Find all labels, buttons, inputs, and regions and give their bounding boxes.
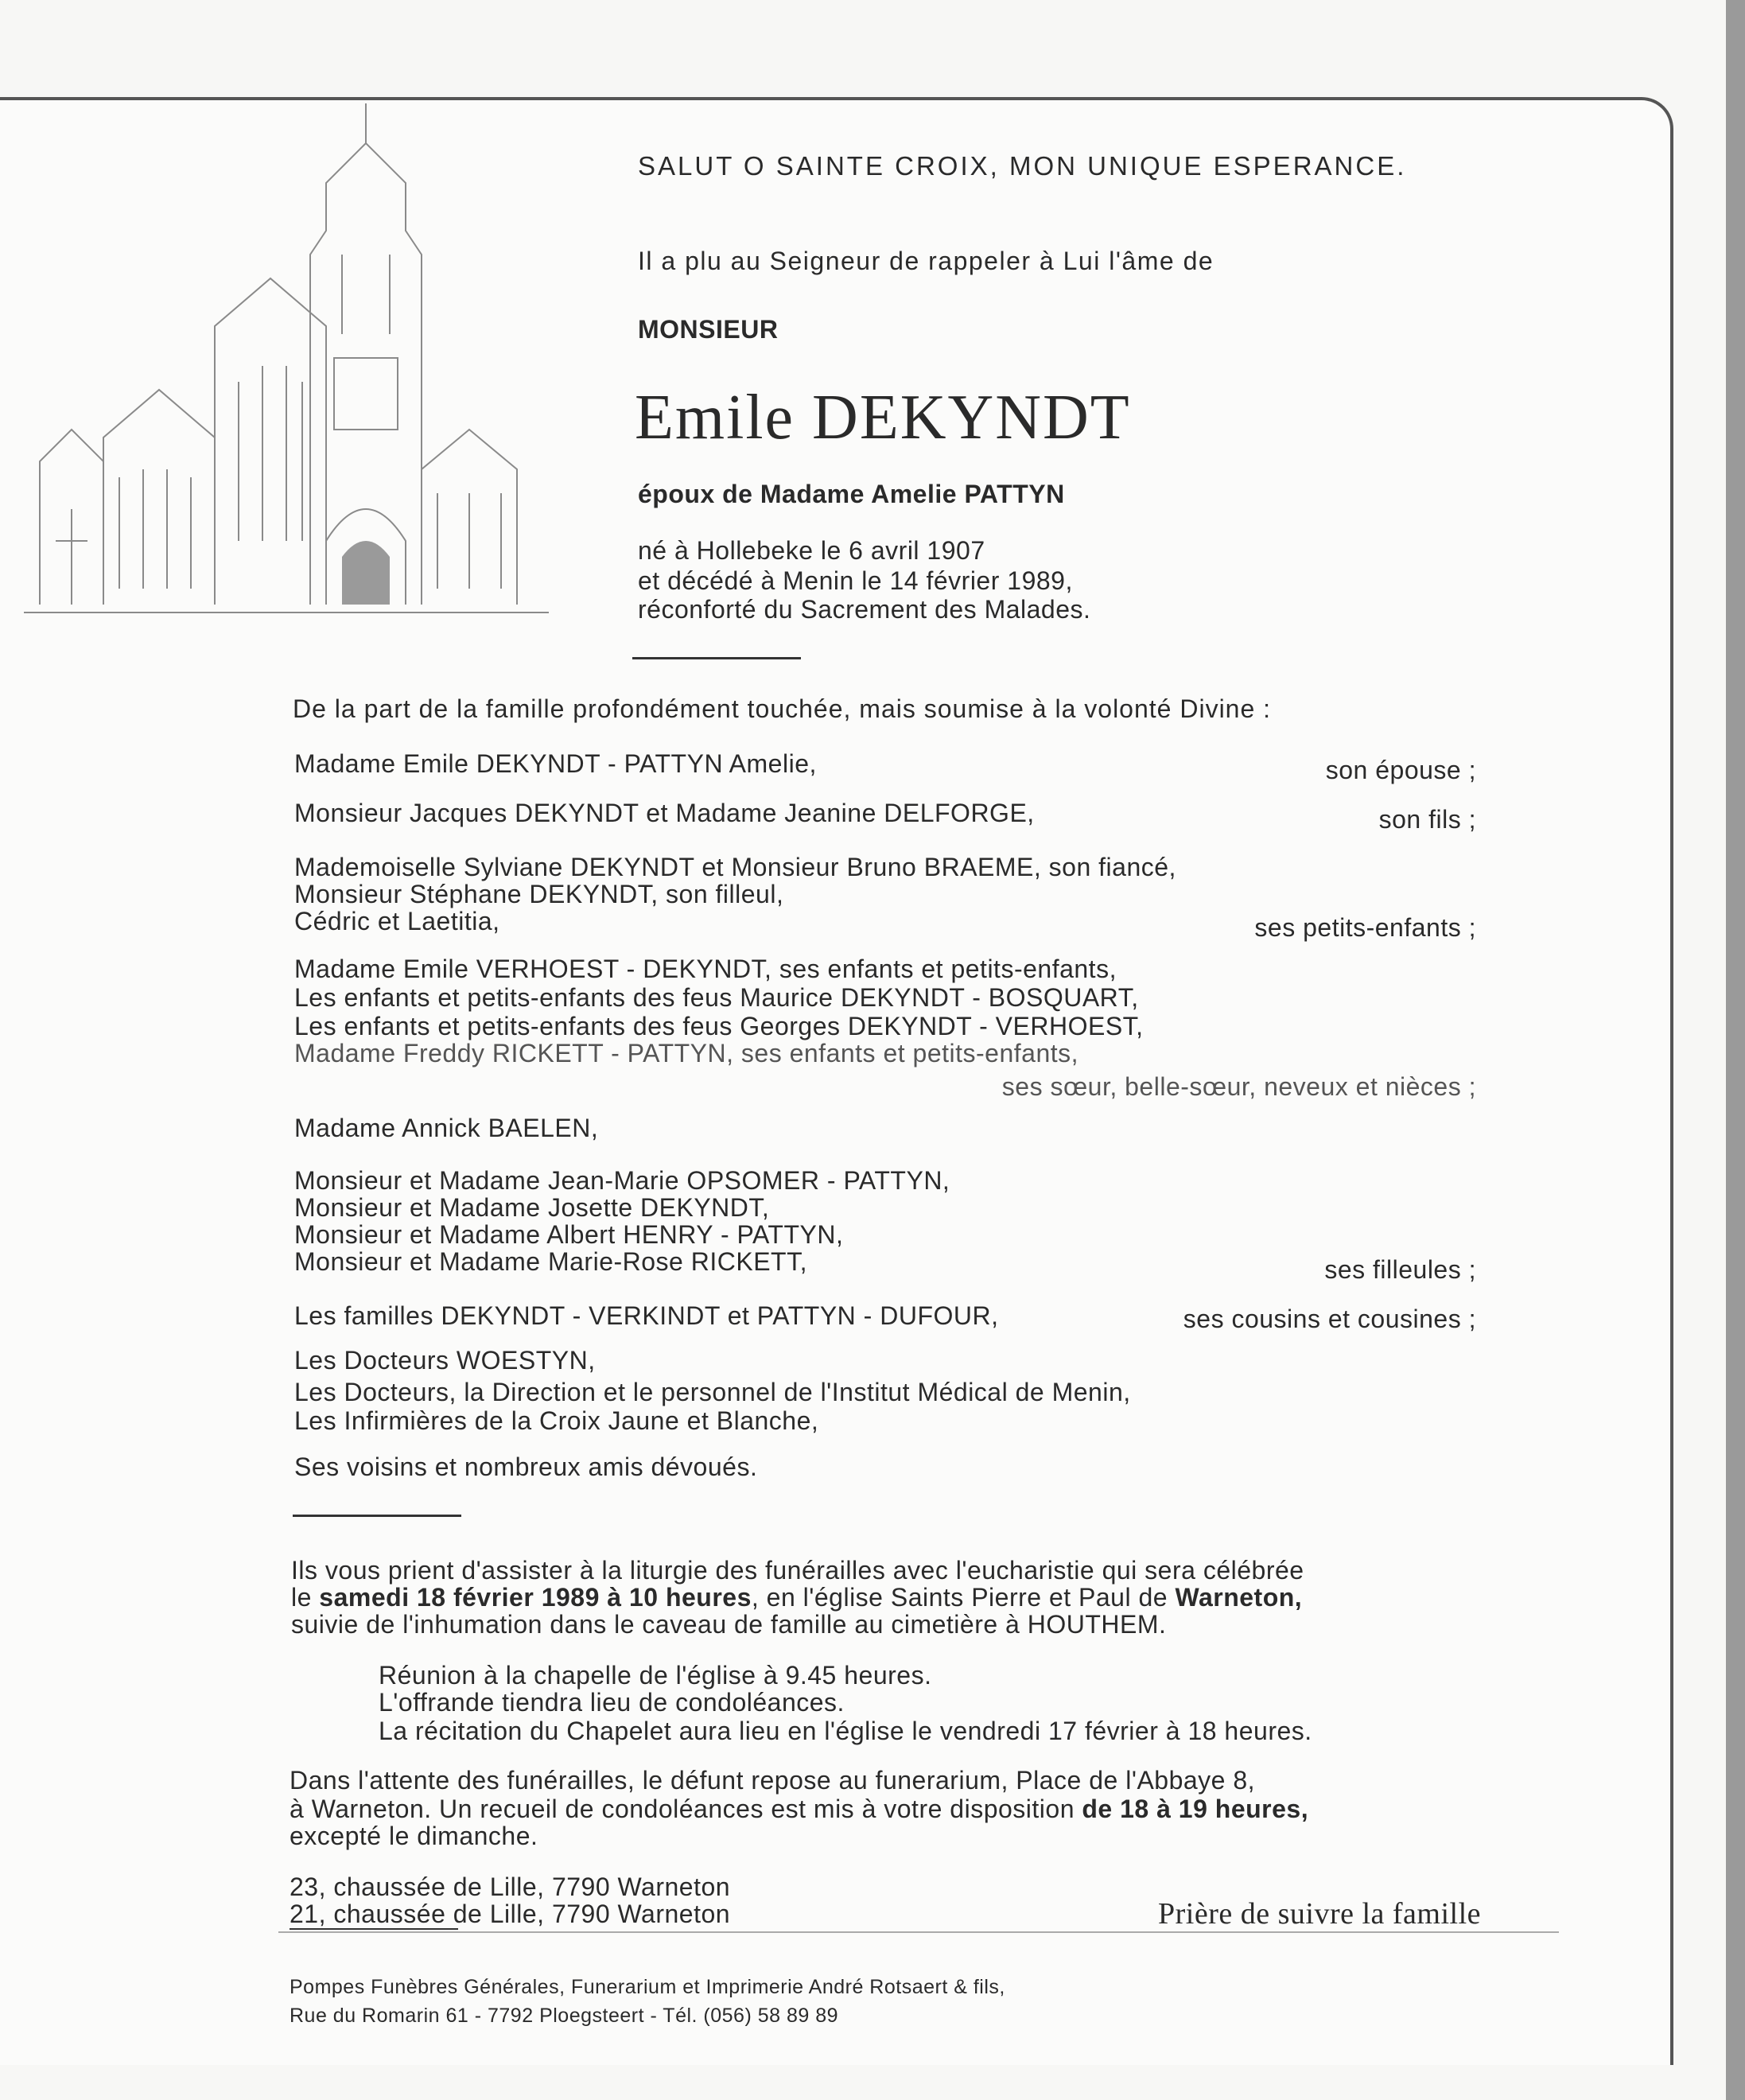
funeral-line: Ils vous prient d'assister à la liturgie des funérailles avec l'eucharistie qui sera célébrée [291,1556,1304,1585]
family-line: Madame Emile VERHOEST - DEKYNDT, ses enfants et petits-enfants, [294,955,1117,983]
family-intro: De la part de la famille profondément touchée, mais soumise à la volonté Divine : [293,694,1272,723]
address: 23, chaussée de Lille, 7790 Warneton [290,1872,731,1901]
family-relation: ses cousins et cousines ; [1183,1305,1476,1333]
family-line: Les familles DEKYNDT - VERKINDT et PATTYN - DUFOUR, [294,1301,999,1330]
family-line: Les Docteurs, la Direction et le personnel de l'Institut Médical de Menin, [294,1378,1131,1406]
funeral-line: Dans l'attente des funérailles, le défunt repose au funerarium, Place de l'Abbaye 8, [290,1766,1256,1795]
family-line: Monsieur Jacques DEKYNDT et Madame Jeanine DELFORGE, [294,799,1035,827]
funeral-line: La récitation du Chapelet aura lieu en l'église le vendredi 17 février à 18 heures. [379,1717,1312,1745]
family-line: Madame Freddy RICKETT - PATTYN, ses enfants et petits-enfants, [294,1039,1079,1068]
family-line: Monsieur et Madame Albert HENRY - PATTYN, [294,1220,844,1249]
death-text: et décédé à Menin le 14 février 1989, [638,566,1073,595]
heading: SALUT O SAINTE CROIX, MON UNIQUE ESPERANCE. [638,151,1407,181]
scan-edge [1726,0,1745,2100]
follow-family-text: Prière de suivre la famille [1158,1897,1482,1931]
deceased-name: Emile DEKYNDT [635,383,1131,453]
birth-text: né à Hollebeke le 6 avril 1907 [638,536,985,565]
family-relation: son épouse ; [1325,756,1476,784]
footer-line [278,1931,1559,1933]
family-line: Les Docteurs WOESTYN, [294,1346,596,1375]
family-line: Monsieur Stéphane DEKYNDT, son filleul, [294,880,784,908]
funeral-line: suivie de l'inhumation dans le caveau de famille au cimetière à HOUTHEM. [291,1610,1167,1639]
church-illustration [24,95,549,620]
printer-line: Rue du Romarin 61 - 7792 Ploegsteert - Tél. (056) 58 89 89 [290,2005,839,2027]
family-line: Ses voisins et nombreux amis dévoués. [294,1452,758,1481]
divider [632,657,801,659]
spouse-text: époux de Madame Amelie PATTYN [638,480,1065,508]
family-relation: ses petits-enfants ; [1254,913,1476,942]
family-line: Cédric et Laetitia, [294,907,500,935]
funeral-line: le samedi 18 février 1989 à 10 heures, en l'église Saints Pierre et Paul de Warneton, [291,1583,1303,1612]
funeral-line: L'offrande tiendra lieu de condoléances. [379,1688,845,1717]
family-relation: son fils ; [1378,805,1476,834]
family-line: Madame Emile DEKYNDT - PATTYN Amelie, [294,749,817,778]
family-line: Les enfants et petits-enfants des feus Maurice DEKYNDT - BOSQUART, [294,983,1139,1012]
funeral-line: à Warneton. Un recueil de condoléances est mis à votre disposition de 18 à 19 heures, [290,1795,1309,1823]
family-line: Les Infirmières de la Croix Jaune et Blanche, [294,1406,819,1435]
family-line: Madame Annick BAELEN, [294,1114,599,1142]
family-line: Mademoiselle Sylviane DEKYNDT et Monsieur Bruno BRAEME, son fiancé, [294,853,1176,881]
family-line: Monsieur et Madame Jean-Marie OPSOMER - PATTYN, [294,1166,950,1195]
address: 21, chaussée de Lille, 7790 Warneton [290,1900,731,1928]
funeral-line: Réunion à la chapelle de l'église à 9.45 heures. [379,1661,932,1690]
family-relation: ses sœur, belle-sœur, neveux et nièces ; [1001,1072,1476,1101]
family-relation: ses filleules ; [1324,1255,1476,1284]
intro-text: Il a plu au Seigneur de rappeler à Lui l'âme de [638,247,1215,275]
family-line: Les enfants et petits-enfants des feus Georges DEKYNDT - VERHOEST, [294,1012,1144,1040]
family-line: Monsieur et Madame Josette DEKYNDT, [294,1193,770,1222]
funeral-line: excepté le dimanche. [290,1822,538,1850]
divider [290,1928,458,1930]
divider [293,1515,461,1517]
sacrament-text: réconforté du Sacrement des Malades. [638,595,1091,624]
honorific: MONSIEUR [638,315,779,344]
family-line: Monsieur et Madame Marie-Rose RICKETT, [294,1247,807,1276]
printer-line: Pompes Funèbres Générales, Funerarium et Imprimerie André Rotsaert & fils, [290,1976,1005,1998]
